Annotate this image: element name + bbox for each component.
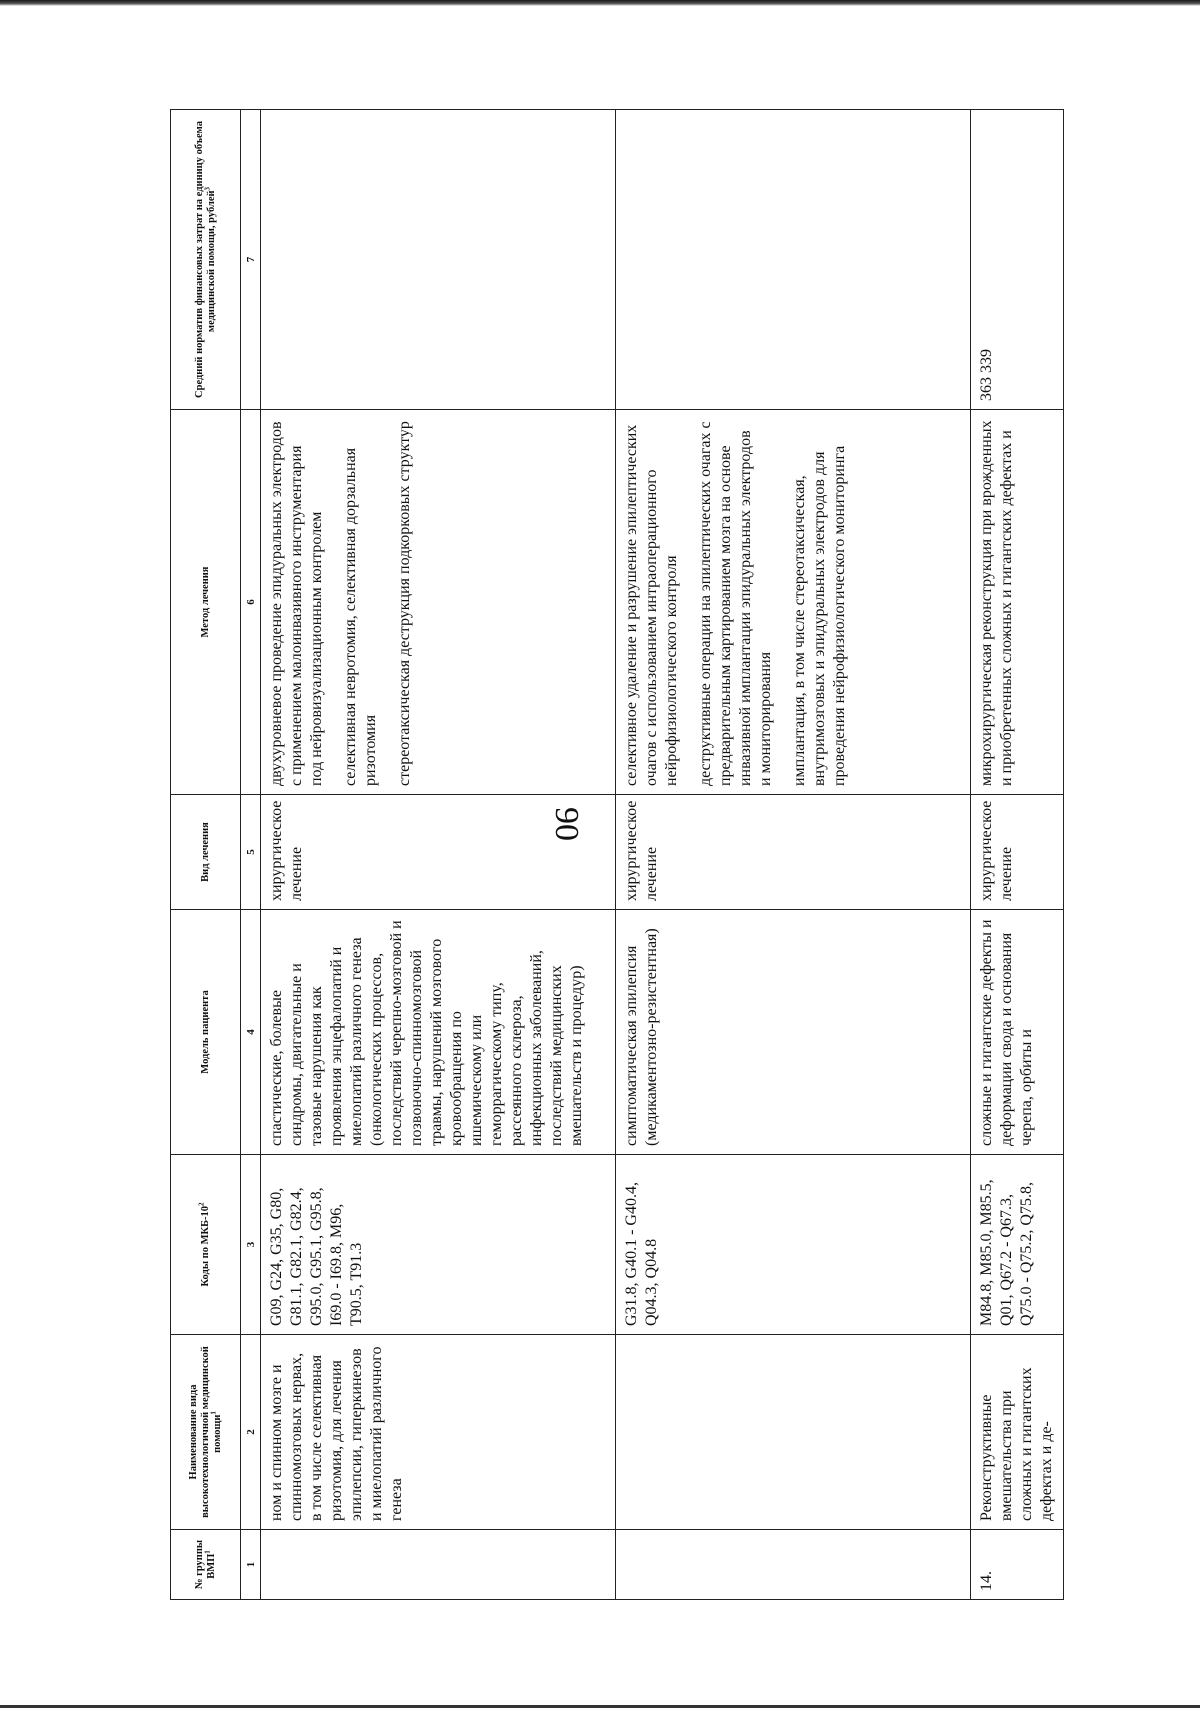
cell-icd-codes: G31.8, G40.1 - G40.4, Q04.3, Q04.8 <box>616 1155 971 1335</box>
header-treatment-type: Вид лечения <box>171 795 241 910</box>
col-number: 3 <box>241 1155 261 1335</box>
header-cost: Средний норматив финансовых затрат на единицу объема медицинской помощи, рублей$^3$ <box>171 110 241 410</box>
cell-treatment-type: хирургическое лечение <box>616 795 971 910</box>
method-item: стереотаксическая деструкция подкорковых структур <box>396 421 413 786</box>
header-icd-codes: Коды по МКБ-$10^2$ <box>171 1155 241 1335</box>
col-number: 4 <box>241 910 261 1155</box>
cell-treatment-method <box>261 410 616 795</box>
cell-icd-codes: M84.8, M85.0, M85.5, Q01, Q67.2 - Q67.3, Q75.0 - Q75.2, Q75.8, <box>971 1155 1064 1335</box>
cell-vmp-name: Реконструктивные вмешательства при сложных и гигантских дефектах и де- <box>971 1335 1064 1530</box>
cell-cost <box>261 110 616 410</box>
col-number: 5 <box>241 795 261 910</box>
col-number: 2 <box>241 1335 261 1530</box>
method-item: селективное удаление и разрушение эпилептических очагов с использованием интраоперационного нейрофизиологического контроля <box>623 424 680 786</box>
scan-edge-bottom <box>0 1705 1200 1708</box>
col-number: 7 <box>241 110 261 410</box>
cell-vmp-name: ном и спинном мозге и спинномозговых нервах, в том числе селективная ризотомия, для лечения эпилепсии, гиперкинезов и миелопатий различного генеза <box>261 1335 616 1530</box>
cell-patient-model: спастические, болевые синдромы, двигательные и тазовые нарушения как проявления энцефалопатий и миелопатий различного генеза (онкологических процессов, последствий черепно-мозговой и позвоночно-спинномозговой травмы, нарушений мозгового кровообращения по ишемическому или геморрагическому типу, рассеянного склероза, инфекционных заболеваний, последствий медицинских вмешательств и процедур) <box>261 910 616 1155</box>
cell-patient-model: сложные и гигантские дефекты и деформации свода и основания черепа, орбиты и <box>971 910 1064 1155</box>
method-item: селективная невротомия, селективная дорзальная ризотомия <box>342 447 379 786</box>
cell-group-no: 14. <box>971 1530 1064 1600</box>
vmp-table-container <box>170 110 1060 1600</box>
method-item: имплантация, в том числе стереотаксическая, внутримозговых и эпидуральных электродов для проведения нейрофизиологического мониторинга <box>791 445 848 786</box>
cell-treatment-type: хирургическое лечение <box>971 795 1064 910</box>
table-row <box>261 110 616 1600</box>
header-row <box>171 110 241 1600</box>
header-treatment-method: Метод лечения <box>171 410 241 795</box>
header-group-no: № группы ВМП$^1$ <box>171 1530 241 1600</box>
col-number: 1 <box>241 1530 261 1600</box>
cell-treatment-method <box>616 410 971 795</box>
header-patient-model: Модель пациента <box>171 910 241 1155</box>
col-number: 6 <box>241 410 261 795</box>
page-number: 90 <box>548 807 585 841</box>
cell-treatment-method <box>971 410 1064 795</box>
cell-cost: 363 339 <box>971 110 1064 410</box>
table-row <box>971 110 1064 1600</box>
method-item: деструктивные операции на эпилептических очагах с предварительным картированием мозга на основе инвазивной имплантации эпидуральных электродов и мониторирования <box>697 421 774 786</box>
cell-group-no <box>616 1530 971 1600</box>
cell-cost <box>616 110 971 410</box>
header-vmp-name: Наименование вида высокотехнологичной медицинской помощи$^1$ <box>171 1335 241 1530</box>
vmp-table <box>170 109 1064 1600</box>
column-number-row <box>241 110 261 1600</box>
scan-edge-top <box>0 0 1200 6</box>
table-row <box>616 110 971 1600</box>
method-item: микрохирургическая реконструкция при врожденных и приобретенных сложных и гигантских дефектах и <box>978 420 1015 786</box>
cell-vmp-name <box>616 1335 971 1530</box>
cell-icd-codes: G09, G24, G35, G80, G81.1, G82.1, G82.4, G95.0, G95.1, G95.8, I69.0 - I69.8, M96, T90.5, T91.3 <box>261 1155 616 1335</box>
cell-group-no <box>261 1530 616 1600</box>
cell-patient-model: симптоматическая эпилепсия (медикаментозно-резистентная) <box>616 910 971 1155</box>
cell-treatment-type: хирургическое лечение <box>261 795 616 910</box>
method-item: двухуровневое проведение эпидуральных электродов с применением малоинвазивного инструментария под нейровизуализационным контролем <box>268 421 325 786</box>
